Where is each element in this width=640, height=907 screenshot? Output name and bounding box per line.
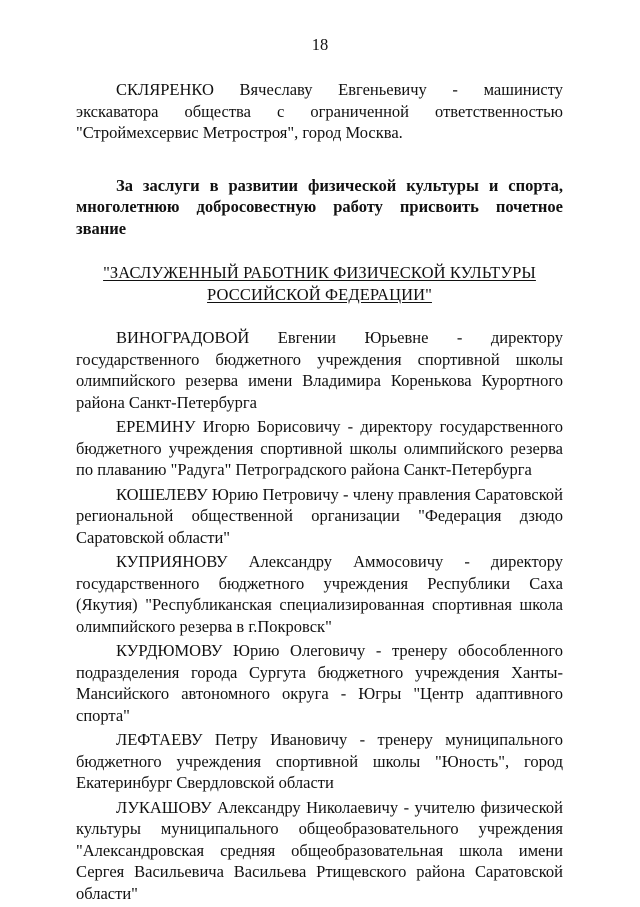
page-number: 18 [311,35,329,54]
awardee-entry: ВИНОГРАДОВОЙ Евгении Юрьевне - директору государственного бюджетного учреждения спортивной школы олимпийского резерва имени Владимира Коренькова Курортного района Санкт-Петербурга [76,328,563,412]
honorary-title-line-2: РОССИЙСКОЙ ФЕДЕРАЦИИ" [207,284,432,304]
awardee-entry: ЕРЕМИНУ Игорю Борисовичу - директору государственного бюджетного учреждения спортивной школы олимпийского резерва по плаванию "Радуга" Петроградского района Санкт-Петербурга [76,417,563,479]
awardee-entry: КОШЕЛЕВУ Юрию Петровичу - члену правления Саратовской региональной общественной организации "Федерация дзюдо Саратовской области" [76,484,563,547]
section-preamble: За заслуги в развитии физической культуры и спорта, многолетнюю добросовестную работу присвоить почетное звание [76,175,563,238]
document-body [76,79,563,907]
top-paragraph: СКЛЯРЕНКО Вячеславу Евгеньевичу - машинисту экскаватора общества с ограниченной ответственностью "Строймехсервис Метростроя", город Москва. [76,80,563,142]
honorary-title [76,262,563,305]
awardee-list [76,327,563,904]
awardee-entry: КУРДЮМОВУ Юрию Олеговичу - тренеру обособленного подразделения города Сургута бюджетного учреждения Ханты-Мансийского автономного округа - Югры "Центр адаптивного спорта" [76,641,563,725]
awardee-entry: ЛЕФТАЕВУ Петру Ивановичу - тренеру муниципального бюджетного учреждения спортивной школы "Юность", город Екатеринбург Свердловской области [76,730,563,792]
honorary-title-line-1: "ЗАСЛУЖЕННЫЙ РАБОТНИК ФИЗИЧЕСКОЙ КУЛЬТУРЫ [103,263,536,282]
awardee-entry: ЛУКАШОВУ Александру Николаевичу - учителю физической культуры муниципального общеобразовательного учреждения "Александровская средняя общеобразовательная школа имени Сергея Васильевича Васильева Ртищевского района Саратовской области" [76,797,563,903]
awardee-entry: КУПРИЯНОВУ Александру Аммосовичу - директору государственного бюджетного учреждения Республики Саха (Якутия) "Республиканская специализированная спортивная школа олимпийского резерва в г.Покровск" [76,552,563,636]
